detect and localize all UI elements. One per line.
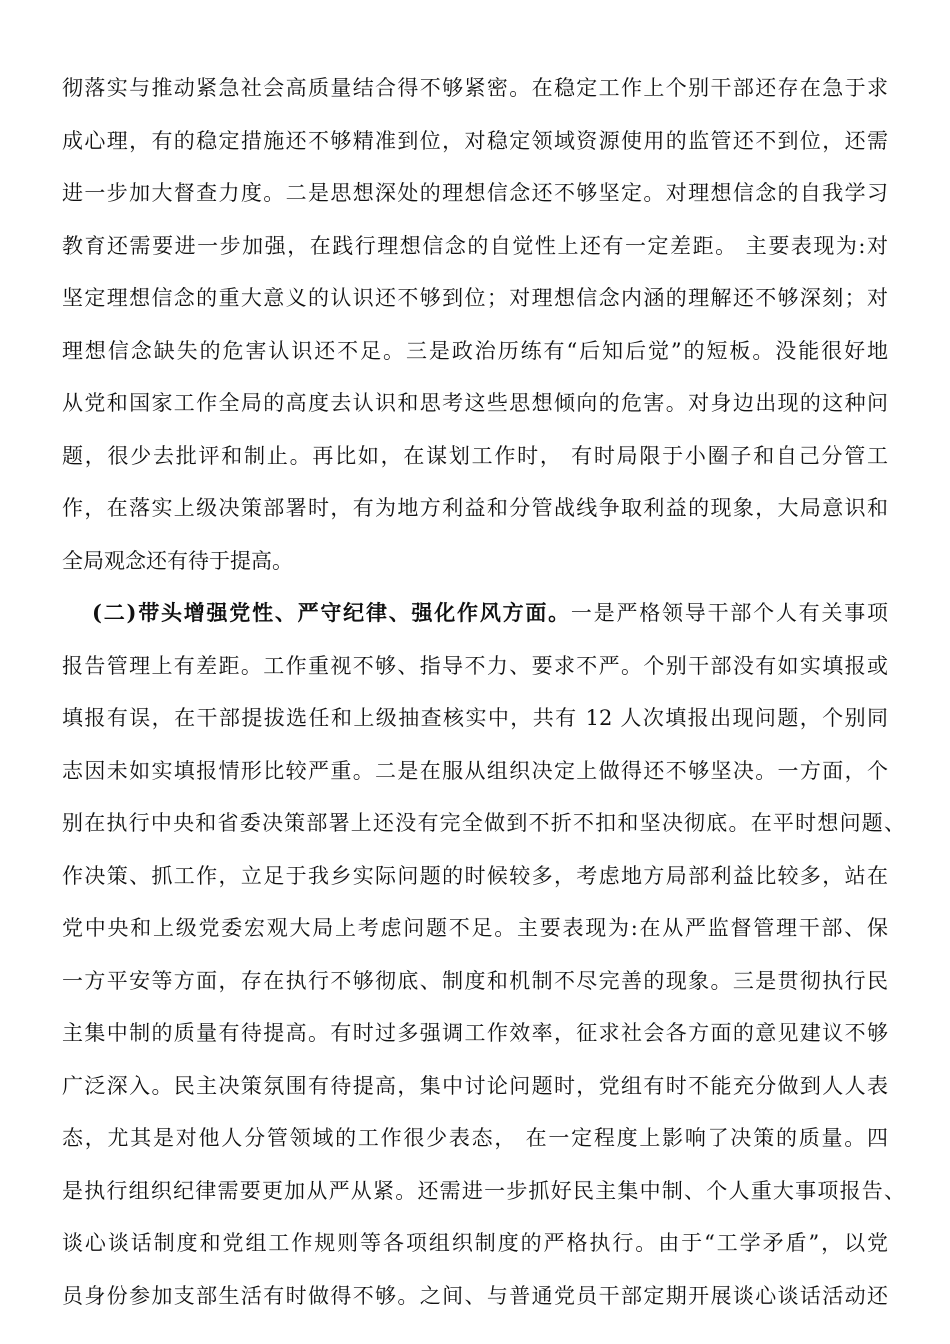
text-line: 员身份参加支部生活有时做得不够。之间、与普通党员干部定期开展谈心谈话活动还	[62, 1283, 888, 1308]
text-line: 志因未如实填报情形比较严重。二是在服从组织决定上做得还不够坚决。一方面，个	[62, 758, 888, 783]
paragraph-first-line	[62, 587, 888, 640]
text-line: 别在执行中央和省委决策部署上还没有完全做到不折不扣和坚决彻底。在平时想问题、	[62, 811, 905, 835]
text-line: 进一步加大督查力度。二是思想深处的理想信念还不够坚定。对理想信念的自我学习	[62, 181, 888, 205]
text-line: 谈心谈话制度和党组工作规则等各项组织制度的严格执行。由于“工学矛盾”，以党	[62, 1231, 888, 1255]
text-line: 态，尤其是对他人分管领域的工作很少表态， 在一定程度上影响了决策的质量。四	[62, 1126, 888, 1150]
text-line: 教育还需要进一步加强，在践行理想信念的自觉性上还有一定差距。 主要表现为:对	[62, 233, 888, 258]
text-line: 成心理，有的稳定措施还不够精准到位，对稳定领域资源使用的监管还不到位，还需	[62, 128, 888, 153]
text-line: 理想信念缺失的危害认识还不足。三是政治历练有“后知后觉”的短板。没能很好地	[62, 338, 888, 363]
text-line: 是执行组织纪律需要更加从严从紧。还需进一步抓好民主集中制、个人重大事项报告、	[62, 1178, 905, 1203]
text-line: 从党和国家工作全局的高度去认识和思考这些思想倾向的危害。对身边出现的这种问	[62, 391, 888, 415]
document-page	[62, 62, 905, 1322]
paragraph-1	[62, 62, 888, 587]
text-line: 坚定理想信念的重大意义的认识还不够到位；对理想信念内涵的理解还不够深刻；对	[62, 286, 888, 310]
text-line: 主集中制的质量有待提高。有时过多强调工作效率，征求社会各方面的意见建议不够	[62, 1021, 888, 1045]
first-line-text: 一是严格领导干部个人有关事项	[570, 601, 888, 625]
text-line: 彻落实与推动紧急社会高质量结合得不够紧密。在稳定工作上个别干部还存在急于求	[62, 76, 888, 100]
text-line: 题，很少去批评和制止。再比如，在谋划工作时， 有时局限于小圈子和自己分管工	[62, 443, 888, 468]
text-line: 一方平安等方面，存在执行不够彻底、制度和机制不尽完善的现象。三是贯彻执行民	[62, 968, 888, 993]
text-line: 报告管理上有差距。工作重视不够、指导不力、要求不严。个别干部没有如实填报或	[62, 653, 888, 678]
text-line: 填报有误，在干部提拔选任和上级抽查核实中，共有 12 人次填报出现问题，个别同	[62, 706, 888, 730]
text-line: 作，在落实上级决策部署时，有为地方利益和分管战线争取利益的现象，大局意识和	[62, 496, 888, 520]
text-line: 党中央和上级党委宏观大局上考虑问题不足。主要表现为:在从严监督管理干部、保	[62, 916, 888, 940]
paragraph-2	[62, 587, 905, 1322]
text-line: 全局观念还有待于提高。	[62, 548, 293, 573]
text-line: 作决策、抓工作，立足于我乡实际问题的时候较多，考虑地方局部利益比较多，站在	[62, 863, 888, 888]
section-heading: (二)带头增强党性、严守纪律、强化作风方面。	[92, 600, 571, 625]
text-line: 广泛深入。民主决策氛围有待提高，集中讨论问题时，党组有时不能充分做到人人表	[62, 1073, 888, 1098]
